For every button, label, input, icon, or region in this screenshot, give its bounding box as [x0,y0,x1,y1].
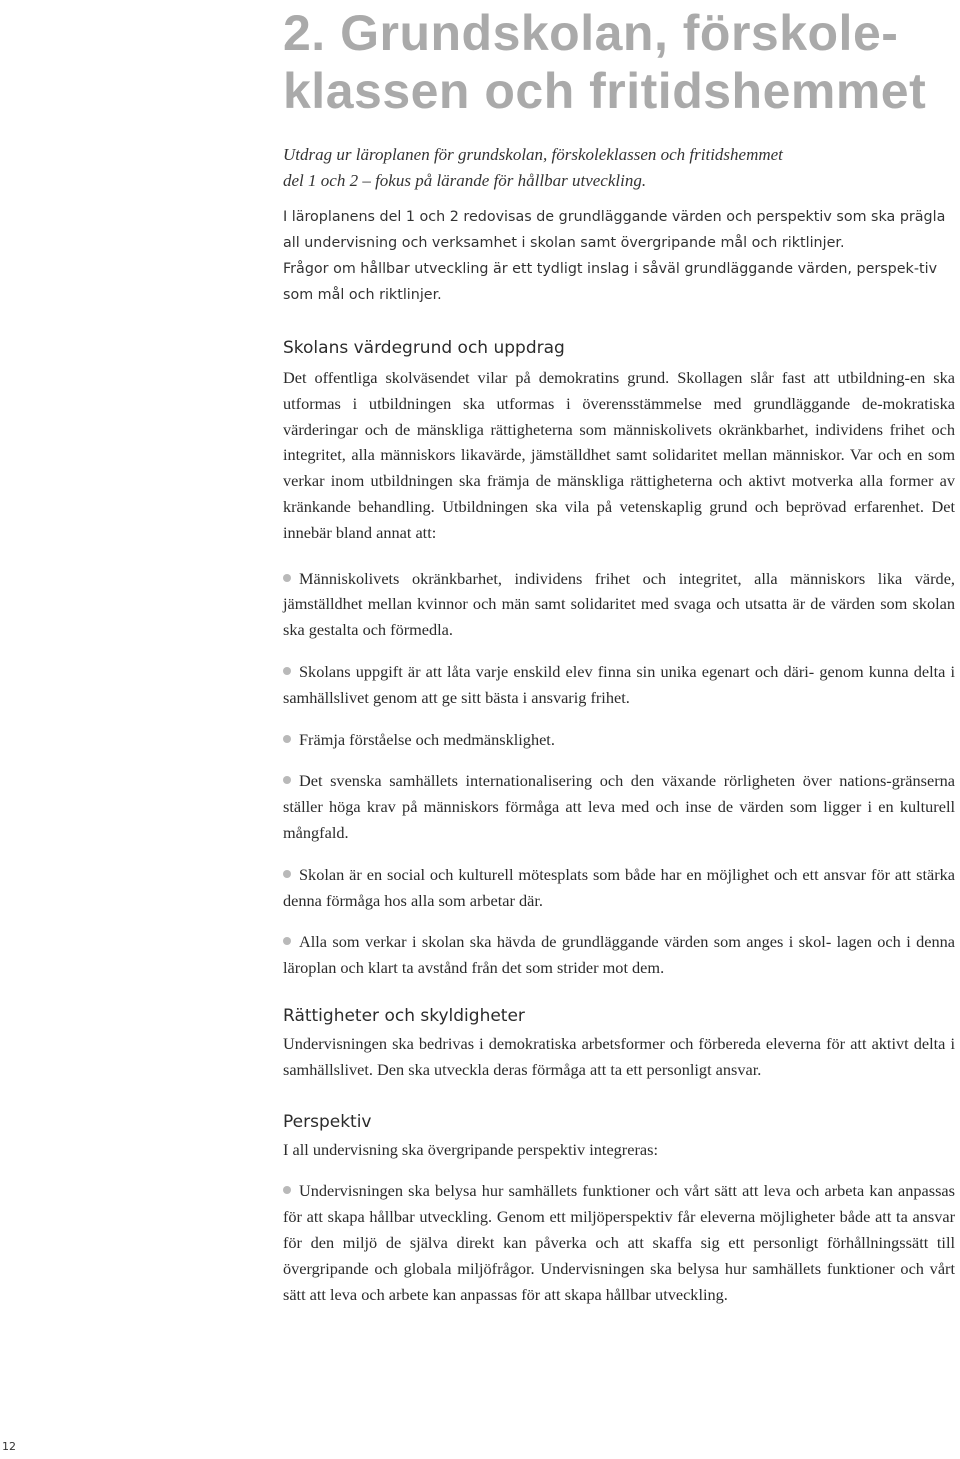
list-item-text: Människolivets okränkbarhet, individens frihet och integritet, alla människors lika värde, jämställdhet mellan kvinnor och män samt solidaritet med svaga och utsatta är de värden som skolan ska gestalta och förmedla. [283,568,955,640]
bullet-icon [283,574,291,582]
chapter-subtitle [283,142,955,194]
bullet-icon [283,1186,291,1194]
list-item-text: Främja förståelse och medmänsklighet. [299,729,555,749]
list-item [283,727,955,753]
bullet-icon [283,870,291,878]
list-item [283,929,955,981]
section-heading-rattigheter: Rättigheter och skyldigheter [283,1005,525,1026]
list-item [283,1178,955,1307]
vardegrund-bullet-list [283,566,955,981]
list-item-text: Undervisningen ska belysa hur samhällets funktioner och vårt sätt att leva och arbeta kan anpassas för att skapa hållbar utveckling. Genom ett miljöperspektiv får eleverna möjligheter både att ta ansvar för den miljö de själva direkt kan påverka och att skaffa sig ett personligt förhållningssätt till övergripande och globala miljöfrågor. Undervisningen ska belysa hur samhällets funktioner och vårt sätt att leva och arbete kan anpassas för att skapa hållbar utveckling. [283,1181,955,1304]
list-item-text: Skolan är en social och kulturell mötesplats som både har en möjlighet och ett ansvar för att stärka denna förmåga hos alla som arbetar där. [283,864,955,910]
list-item [283,566,955,643]
list-item [283,768,955,845]
bullet-icon [283,937,291,945]
section-body-rattigheter: Undervisningen ska bedrivas i demokratiska arbetsformer och förbereda eleverna för att aktivt delta i samhällslivet. Den ska utveckla deras förmåga att ta ett personligt ansvar. [283,1033,955,1079]
chapter-title [283,0,955,120]
list-item-text: Skolans uppgift är att låta varje enskild elev finna sin unika egenart och däri- genom kunna delta i samhällslivet genom att ge sitt bästa i ansvarig frihet. [283,661,955,707]
subtitle-line1: Utdrag ur läroplanen för grundskolan, förskoleklassen och fritidshemmet [283,145,783,164]
bullet-icon [283,735,291,743]
page-number: 12 [2,1440,16,1453]
subtitle-line2: del 1 och 2 – fokus på lärande för hållbar utveckling. [283,171,647,190]
list-item-text: Det svenska samhällets internationalisering och den växande rörligheten över nations-gränserna ställer höga krav på människors förmåga att leva med och inse de värden som ligger i en kulturell mångfald. [283,771,955,842]
list-item [283,659,955,711]
list-item [283,862,955,914]
section-body-vardegrund: Det offentliga skolväsendet vilar på demokratins grund. Skollagen slår fast att utbildning-en ska utformas i utbildningen ska utformas i överensstämmelse med grundläggande de-mokratiska värderingar och de mänskliga rättigheterna som människolivets okränkbarhet, individens frihet och integritet, alla människors likavärde, jämställdhet samt solidaritet mellan människor. Var och en som verkar inom utbildningen ska främja de mänskliga rättigheterna och aktivt motverka alla former av kränkande behandling. Utbildningen ska vila på vetenskaplig grund och beprövad erfarenhet. Det innebär bland annat att: [283,368,955,542]
bullet-icon [283,667,291,675]
intro-paragraph-2: Frågor om hållbar utveckling är ett tydligt inslag i såväl grundläggande värden, perspek-tiv som mål och riktlinjer. [283,261,938,303]
document-page [283,0,955,1307]
bullet-icon [283,776,291,784]
intro-block [283,204,955,308]
section-body-perspektiv: I all undervisning ska övergripande perspektiv integreras: [283,1139,658,1159]
intro-paragraph-1: I läroplanens del 1 och 2 redovisas de grundläggande värden och perspektiv som ska prägla all undervisning och verksamhet i skolan samt övergripande mål och riktlinjer. [283,209,946,251]
chapter-title-line2: klassen och fritidshemmet [283,63,927,119]
perspektiv-bullet-list [283,1178,955,1307]
section-heading-perspektiv: Perspektiv [283,1111,372,1132]
section-heading-vardegrund: Skolans värdegrund och uppdrag [283,338,565,358]
list-item-text: Alla som verkar i skolan ska hävda de grundläggande värden som anges i skol- lagen och i denna läroplan och klart ta avstånd från det som strider mot dem. [283,932,955,978]
chapter-title-line1: 2. Grundskolan, förskole- [283,5,899,61]
